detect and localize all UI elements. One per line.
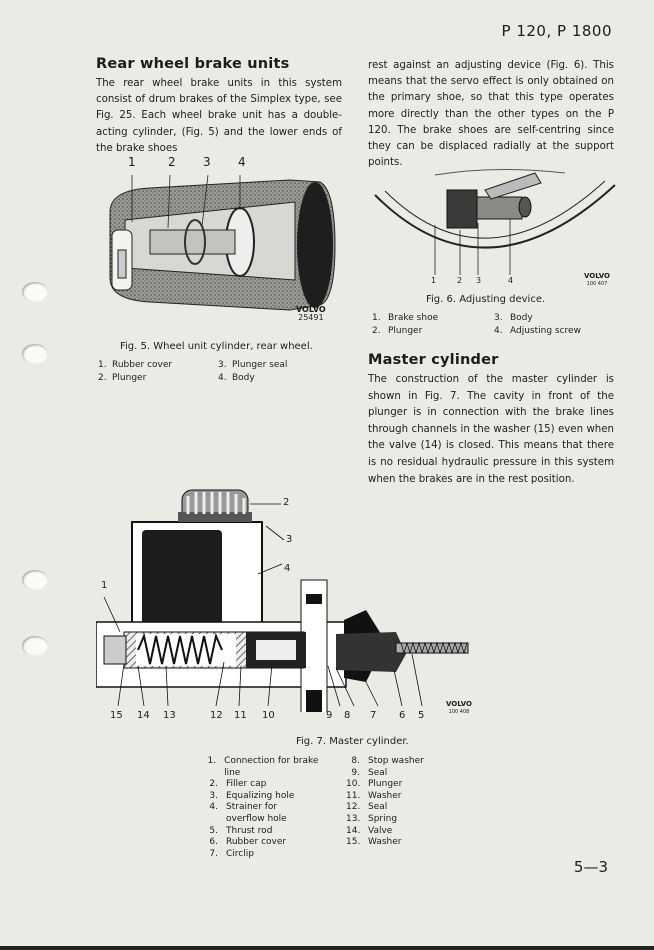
bottom-edge [0, 946, 654, 950]
punch-hole [22, 344, 48, 364]
fig5-callout-3: 3 [203, 155, 211, 169]
fig7-callout-2: 2 [283, 497, 290, 508]
fig5-callout-4: 4 [238, 155, 246, 169]
fig7-master-cylinder-drawing [96, 482, 476, 712]
fig6-callout-2: 2 [457, 276, 463, 285]
paragraph-master-cylinder: The construction of the master cylinder is shown in Fig. 7. The cavity in front of the plunger is in connection with the brake lines through channels in the washer (15) even when the valve (14) is closed. This means that there is no residual hydraulic pressure in this system when the brakes are in the rest position. [368, 374, 614, 485]
fig5-caption: Fig. 5. Wheel unit cylinder, rear wheel. [120, 341, 313, 352]
section-title-rear-wheel: Rear wheel brake units [96, 56, 290, 72]
fig5-legend: 1. Rubber cover 3. Plunger seal 2. Plunger 4. Body [98, 360, 288, 383]
fig6-callout-3: 3 [476, 276, 482, 285]
fig7-bottom-callouts: 15 14 13 12 11 10 9 8 7 6 5 [110, 710, 425, 721]
paragraph-right: rest against an adjusting device (Fig. 6). This means that the servo effect is only obtained on the primary shoe, so that this type operates more directly than the other types on the P 120. The brake shoes are self-centring since they can be displaced radially at the support points. [368, 60, 614, 169]
fig7-caption: Fig. 7. Master cylinder. [296, 736, 409, 747]
fig6-caption: Fig. 6. Adjusting device. [426, 294, 546, 305]
fig7-volvo-logo: VOLVO 100 408 [446, 700, 472, 715]
fig7-callout-3: 3 [286, 534, 293, 545]
fig7-callout-1: 1 [101, 580, 108, 591]
fig7-legend: 1. Connection for brake line 2. Filler cap 3. Equalizing hole 4. Strainer for overflow hole 5. Thrust rod 6. Rubber cover 7. Circlip 8. Stop washer 9. Seal 10. Plunger 11. Washer 12. Seal 13. Spring 14. Valve 15. Washer [207, 756, 424, 859]
punch-hole [22, 282, 48, 302]
fig5-volvo-logo: VOLVO 25491 [296, 305, 326, 322]
section-title-master-cylinder: Master cylinder [368, 352, 499, 368]
paragraph-left: The rear wheel brake units in this system consist of drum brakes of the Simplex type, see Fig. 25. Each wheel brake unit has a double-acting cylinder, (Fig. 5) and the lower ends of the brake shoes [96, 78, 342, 154]
page-header: P 120, P 1800 [501, 22, 612, 40]
fig6-callout-4: 4 [508, 276, 514, 285]
fig6-callout-1: 1 [431, 276, 437, 285]
punch-hole [22, 570, 48, 590]
fig5-callout-2: 2 [168, 155, 176, 169]
punch-hole [22, 636, 48, 656]
fig6-legend: 1. Brake shoe 3. Body 2. Plunger 4. Adjusting screw [372, 313, 581, 336]
fig5-callout-1: 1 [128, 155, 136, 169]
fig6-adjusting-device-drawing [365, 155, 620, 285]
fig5-wheel-cylinder-drawing [90, 150, 345, 325]
fig6-volvo-logo: VOLVO 100 407 [584, 272, 610, 287]
fig7-callout-4: 4 [284, 563, 291, 574]
page-number: 5—3 [573, 858, 608, 876]
